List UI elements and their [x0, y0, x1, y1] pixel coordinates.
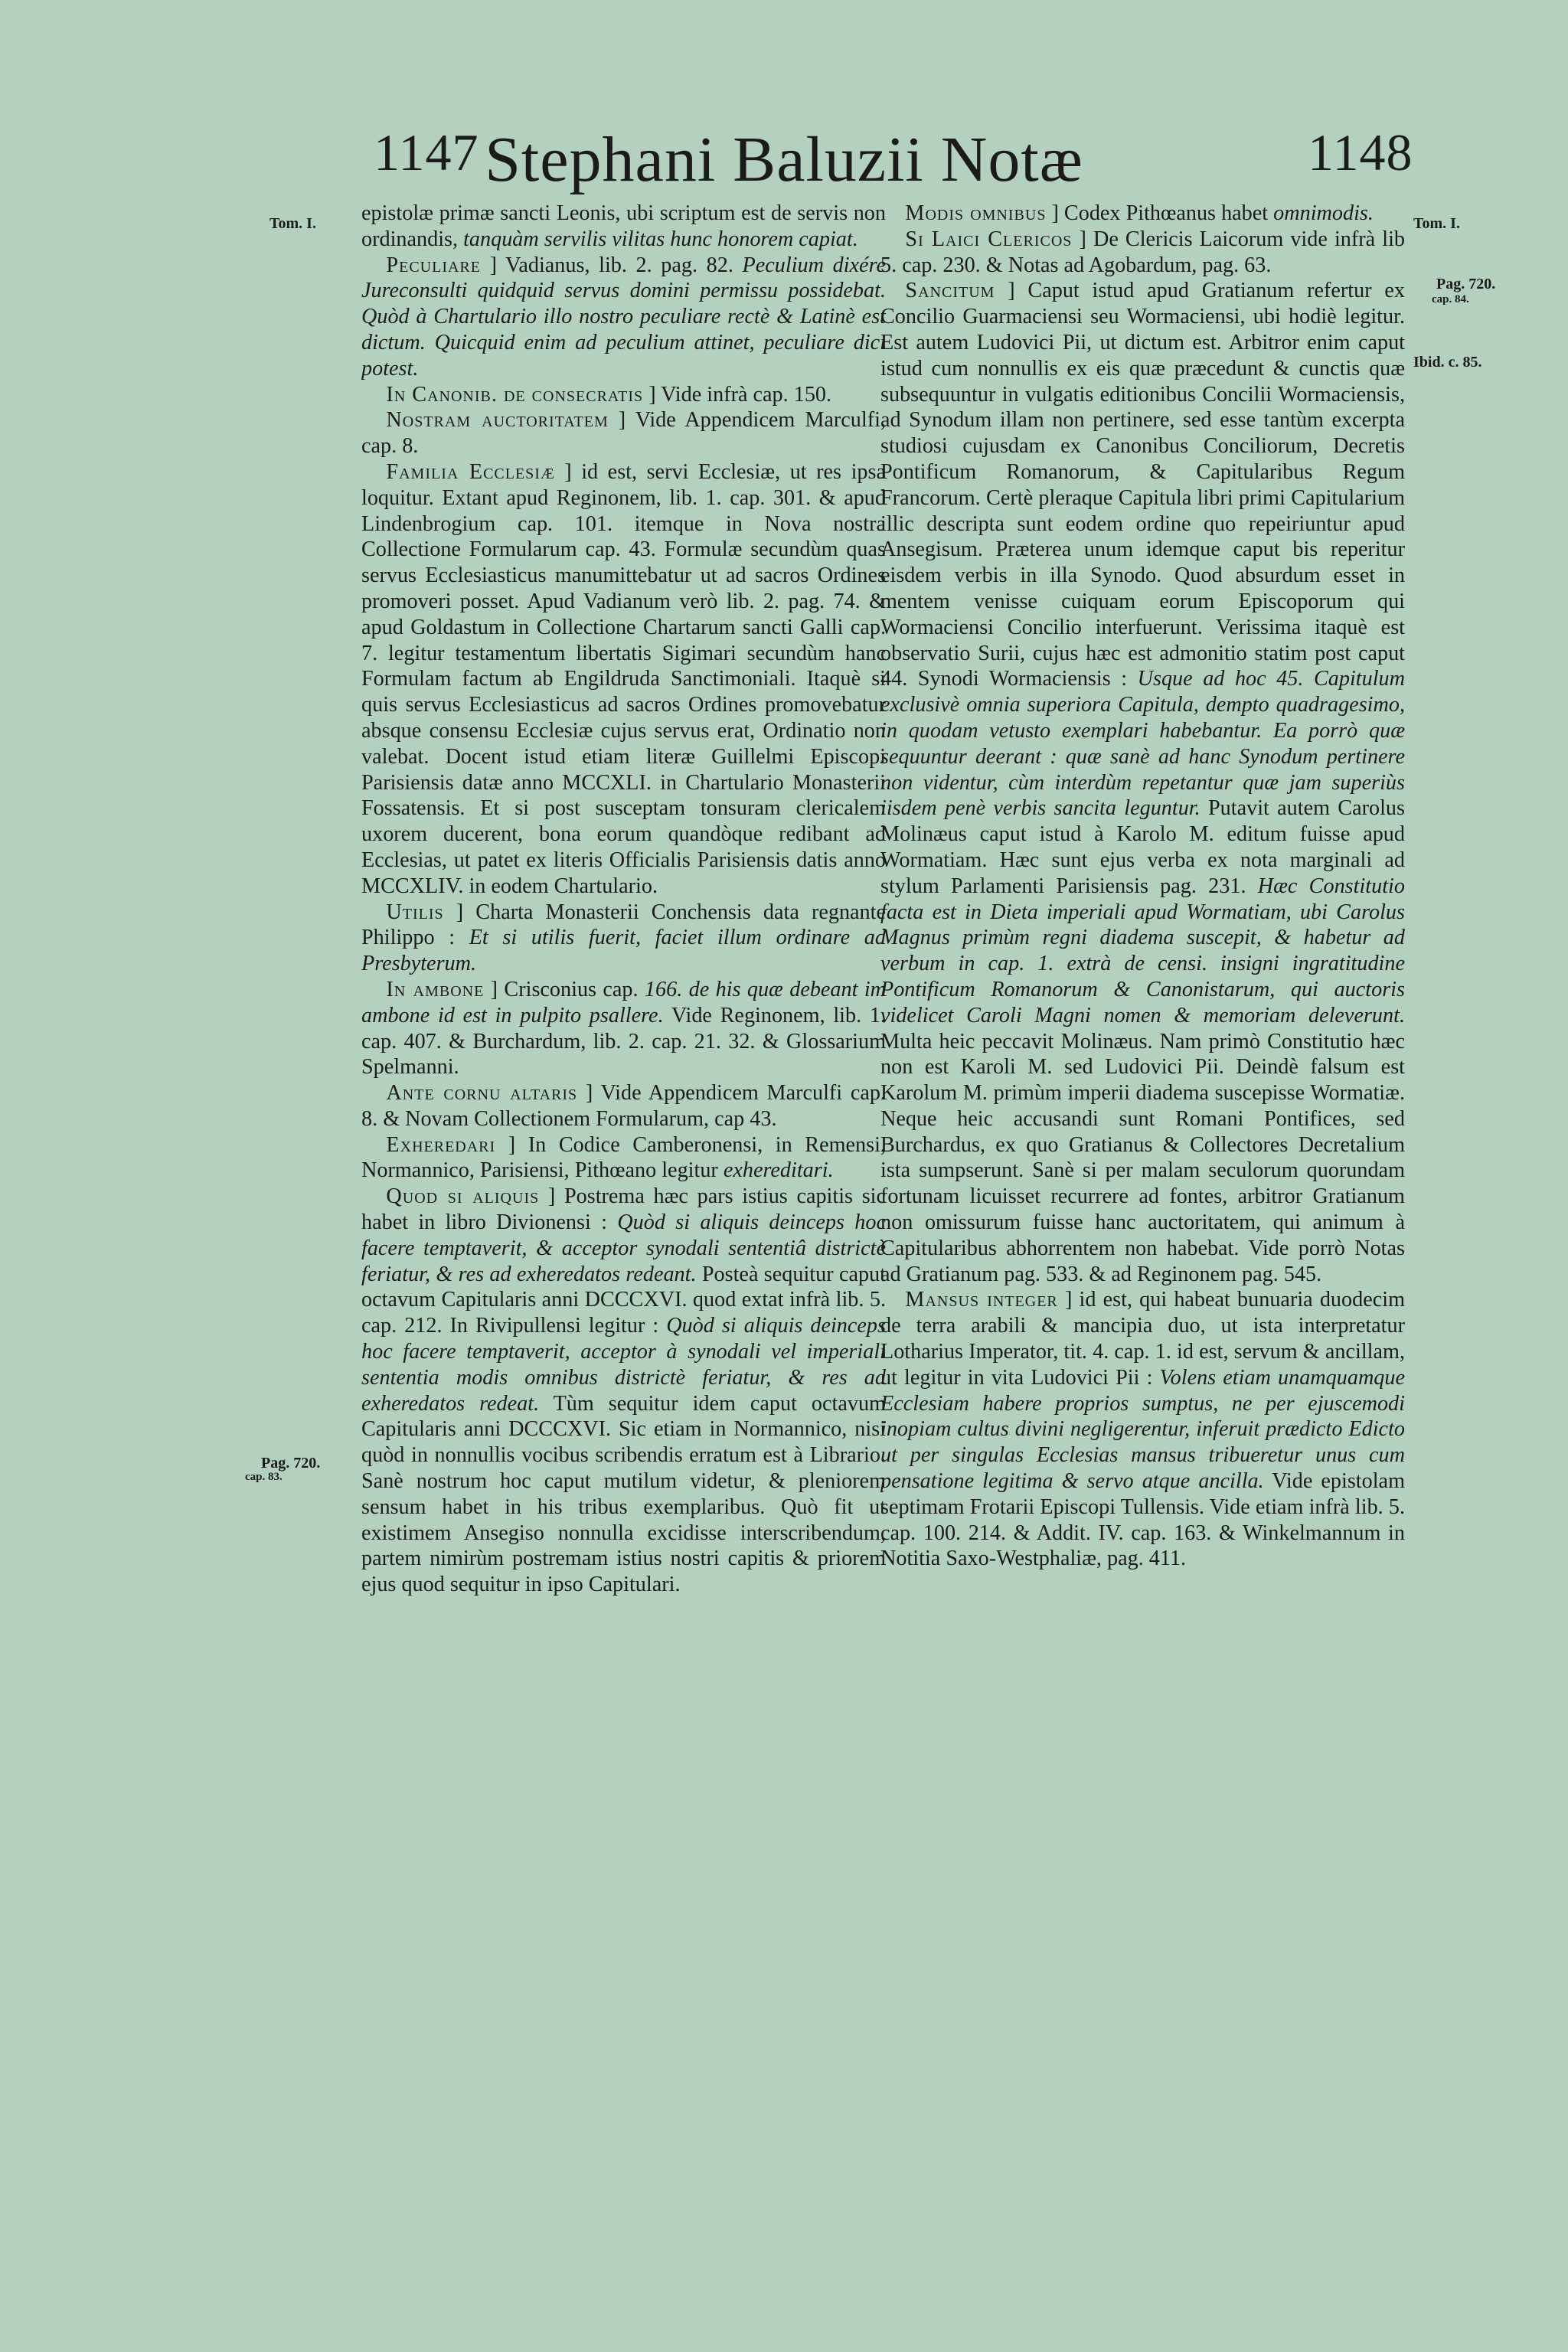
running-header — [0, 122, 1568, 207]
paragraph: Si Laici Clericos ] De Clericis Laicorum vide infrà lib 5. cap. 230. & Notas ad Agobardum, pag. 63. — [880, 227, 1405, 277]
paragraph: Nostram auctoritatem ] Vide Appendicem Marculfi, cap. 8. — [361, 408, 886, 459]
paragraph: Modis omnibus ] Codex Pithœanus habet omnimodis. — [905, 201, 1374, 225]
right-page-number: 1148 — [1308, 123, 1413, 181]
left-column — [361, 201, 886, 2268]
paragraph: Mansus integer ] id est, qui habeat bunuaria duodecim de terra arabili & mancipia duo, ut ista interpretatur Lotharius Imperator, tit. 4. cap. 1. id est, servum & ancillam, ut legitur in vita Ludovici Pii : Volens etiam unamquamque Ecclesiam habere proprios sumptus, ne per ejuscemodi inopiam cultus divini negligerentur, inferuit prædicto Edicto ut per singulas Ecclesias mansus tribueretur unus cum pensatione legitima & servo atque ancilla. Vide epistolam septimam Frotarii Episcopi Tullensis. Vide etiam infrà lib. 5. cap. 100. 214. & Addit. IV. cap. 163. & Winkelmannum in Notitia Saxo-Westphaliæ, pag. 411. — [880, 1288, 1405, 1571]
right-column — [880, 201, 1405, 2268]
margin-pag-right: Pag. 720. — [1436, 276, 1496, 292]
margin-tom-right: Tom. I. — [1413, 215, 1460, 232]
left-page-number: 1147 — [374, 123, 479, 181]
margin-cap-left: cap. 83. — [245, 1471, 283, 1483]
paragraph: In Canonib. de consecratis ] Vide infrà cap. 150. — [386, 382, 832, 407]
paragraph: Familia Ecclesiæ ] id est, servi Ecclesiæ, ut res ipsa loquitur. Extant apud Reginonem, lib. 1. cap. 301. & apud Lindenbrogium cap. 101. itemque in Nova nostra Collectione Formularum cap. 43. Formulæ secundùm quas servus Ecclesiasticus manumittebatur ut ad sacros Ordines promoveri posset. Apud Vadianum verò lib. 2. pag. 74. & apud Goldastum in Collectione Chartarum sancti Galli cap. 7. legitur testamentum libertatis Sigimari secundùm hanc Formulam factum ab Engildruda Sanctimoniali. Itaquè si quis servus Ecclesiasticus ad sacros Ordines promovebatur absque consensu Ecclesiæ cujus servus erat, Ordinatio non valebat. Docent istud etiam literæ Guillelmi Episcopi Parisiensis datæ anno MCCXLI. in Chartulario Monasterii Fossatensis. Et si post susceptam tonsuram clericalem uxorem ducerent, bona eorum quandòque redibant ad Ecclesias, ut patet ex literis Officialis Parisiensis datis anno MCCXLIV. in eodem Chartulario. — [361, 459, 886, 898]
margin-pag-left: Pag. 720. — [261, 1455, 321, 1472]
running-title: Stephani Baluzii Notæ — [485, 124, 1083, 195]
paragraph: Quod si aliquis ] Postrema hæc pars istius capitis sic habet in libro Divionensi : Quòd si aliquis deinceps hoc facere temptaverit, & acceptor synodali sententiâ districtè feriatur, & res ad exheredatos redeant. Posteà sequitur caput octavum Capitularis anni DCCCXVI. quod extat infrà lib. 5. cap. 212. In Rivipullensi legitur : Quòd si aliquis deinceps hoc facere temptaverit, acceptor à synodali vel imperiali sententia modis omnibus districtè feriatur, & res ad exheredatos redeat. Tùm sequitur idem caput octavum Capitularis anni DCCCXVI. Sic etiam in Normannico, nisi quòd in nonnullis vocibus scribendis erratum est à Librario. Sanè nostrum hoc caput mutilum videtur, & pleniorem sensum habet in his tribus exemplaribus. Quò fit ut existimem Ansegiso nonnulla excidisse interscribendum, partem nimirùm postremam istius nostri capitis & priorem ejus quod sequitur in ipso Capitulari. — [361, 1184, 886, 1597]
margin-cap-right: cap. 84. — [1432, 293, 1469, 305]
paragraph: Sancitum ] Caput istud apud Gratianum refertur ex Concilio Guarmaciensi seu Wormaciensi, ubi hodiè legitur. Est autem Ludovici Pii, ut dictum est. Arbitror enim caput istud cum nonnullis ex eis quæ præcedunt & cunctis quæ subsequuntur in vulgatis editionibus Concilii Wormaciensis, ad Synodum illam non pertinere, sed esse tantùm excerpta studiosi cujusdam ex Canonibus Conciliorum, Decretis Pontificum Romanorum, & Capitularibus Regum Francorum. Certè pleraque Capitula libri primi Capitularium illic descripta sunt eodem ordine quo repeiriuntur apud Ansegisum. Præterea unum idemque caput bis reperitur eisdem verbis in illa Synodo. Quod absurdum esset in mentem venisse cuiquam eorum Episcoporum qui Wormaciensi Concilio interfuerunt. Verissima itaquè est observatio Surii, cujus hæc est admonitio statim post caput 44. Synodi Wormaciensis : Usque ad hoc 45. Capitulum exclusivè omnia superiora Capitula, dempto quadragesimo, in quodam vetusto exemplari habebantur. Ea porrò quæ sequuntur deerant : quæ sanè ad hanc Synodum pertinere non videntur, cùm interdùm repetantur quæ jam superiùs iisdem penè verbis sancita leguntur. Putavit autem Carolus Molinæus caput istud à Karolo M. editum fuisse apud Wormatiam. Hæc sunt ejus verba ex nota marginali ad stylum Parlamenti Parisiensis pag. 231. Hæc Constitutio facta est in Dieta imperiali apud Wormatiam, ubi Carolus Magnus primùm regni diadema suscepit, & habetur ad verbum in cap. 1. extrà de censi. insigni ingratitudine Pontificum Romanorum & Canonistarum, qui auctoris videlicet Caroli Magni nomen & memoriam deleverunt. Multa heic peccavit Molinæus. Nam primò Constitutio hæc non est Karoli M. sed Ludovici Pii. Deindè falsum est Karolum M. primùm imperii diadema suscepisse Wormatiæ. Neque heic accusandi sunt Romani Pontifices, sed Burchardus, ex quo Gratianus & Collectores Decretalium ista sumpserunt. Sanè si per malam seculorum quorundam fortunam licuisset recurrere ad fontes, arbitror Gratianum non omissurum fuisse hanc auctoritatem, qui animum à Capitularibus abhorrentem non habebat. Vide porrò Notas ad Gratianum pag. 533. & ad Reginonem pag. 545. — [880, 279, 1405, 1286]
paragraph: epistolæ primæ sancti Leonis, ubi scriptum est de servis non ordinandis, tanquàm servilis vilitas hunc honorem capiat. — [361, 201, 886, 251]
paragraph: Exheredari ] In Codice Camberonensi, in Remensi, Normannico, Parisiensi, Pithœano legitur exhereditari. — [361, 1132, 886, 1183]
margin-tom-left: Tom. I. — [270, 215, 316, 232]
paragraph: Utilis ] Charta Monasterii Conchensis data regnante Philippo : Et si utilis fuerit, faciet illum ordinare ad Presbyterum. — [361, 900, 886, 976]
margin-ibid-right: Ibid. c. 85. — [1413, 354, 1482, 371]
paragraph: Ante cornu altaris ] Vide Appendicem Marculfi cap. 8. & Novam Collectionem Formularum, cap 43. — [361, 1081, 886, 1131]
paragraph: Peculiare ] Vadianus, lib. 2. pag. 82. Peculium dixére Jureconsulti quidquid servus domini permissu possidebat. Quòd à Chartulario illo nostro peculiare rectè & Latinè est dictum. Quicquid enim ad peculium attinet, peculiare dici potest. — [361, 253, 886, 381]
paragraph: In ambone ] Crisconius cap. 166. de his quæ debeant im ambone id est in pulpito psallere. Vide Reginonem, lib. 1. cap. 407. & Burchardum, lib. 2. cap. 21. 32. & Glossarium Spelmanni. — [361, 977, 886, 1080]
